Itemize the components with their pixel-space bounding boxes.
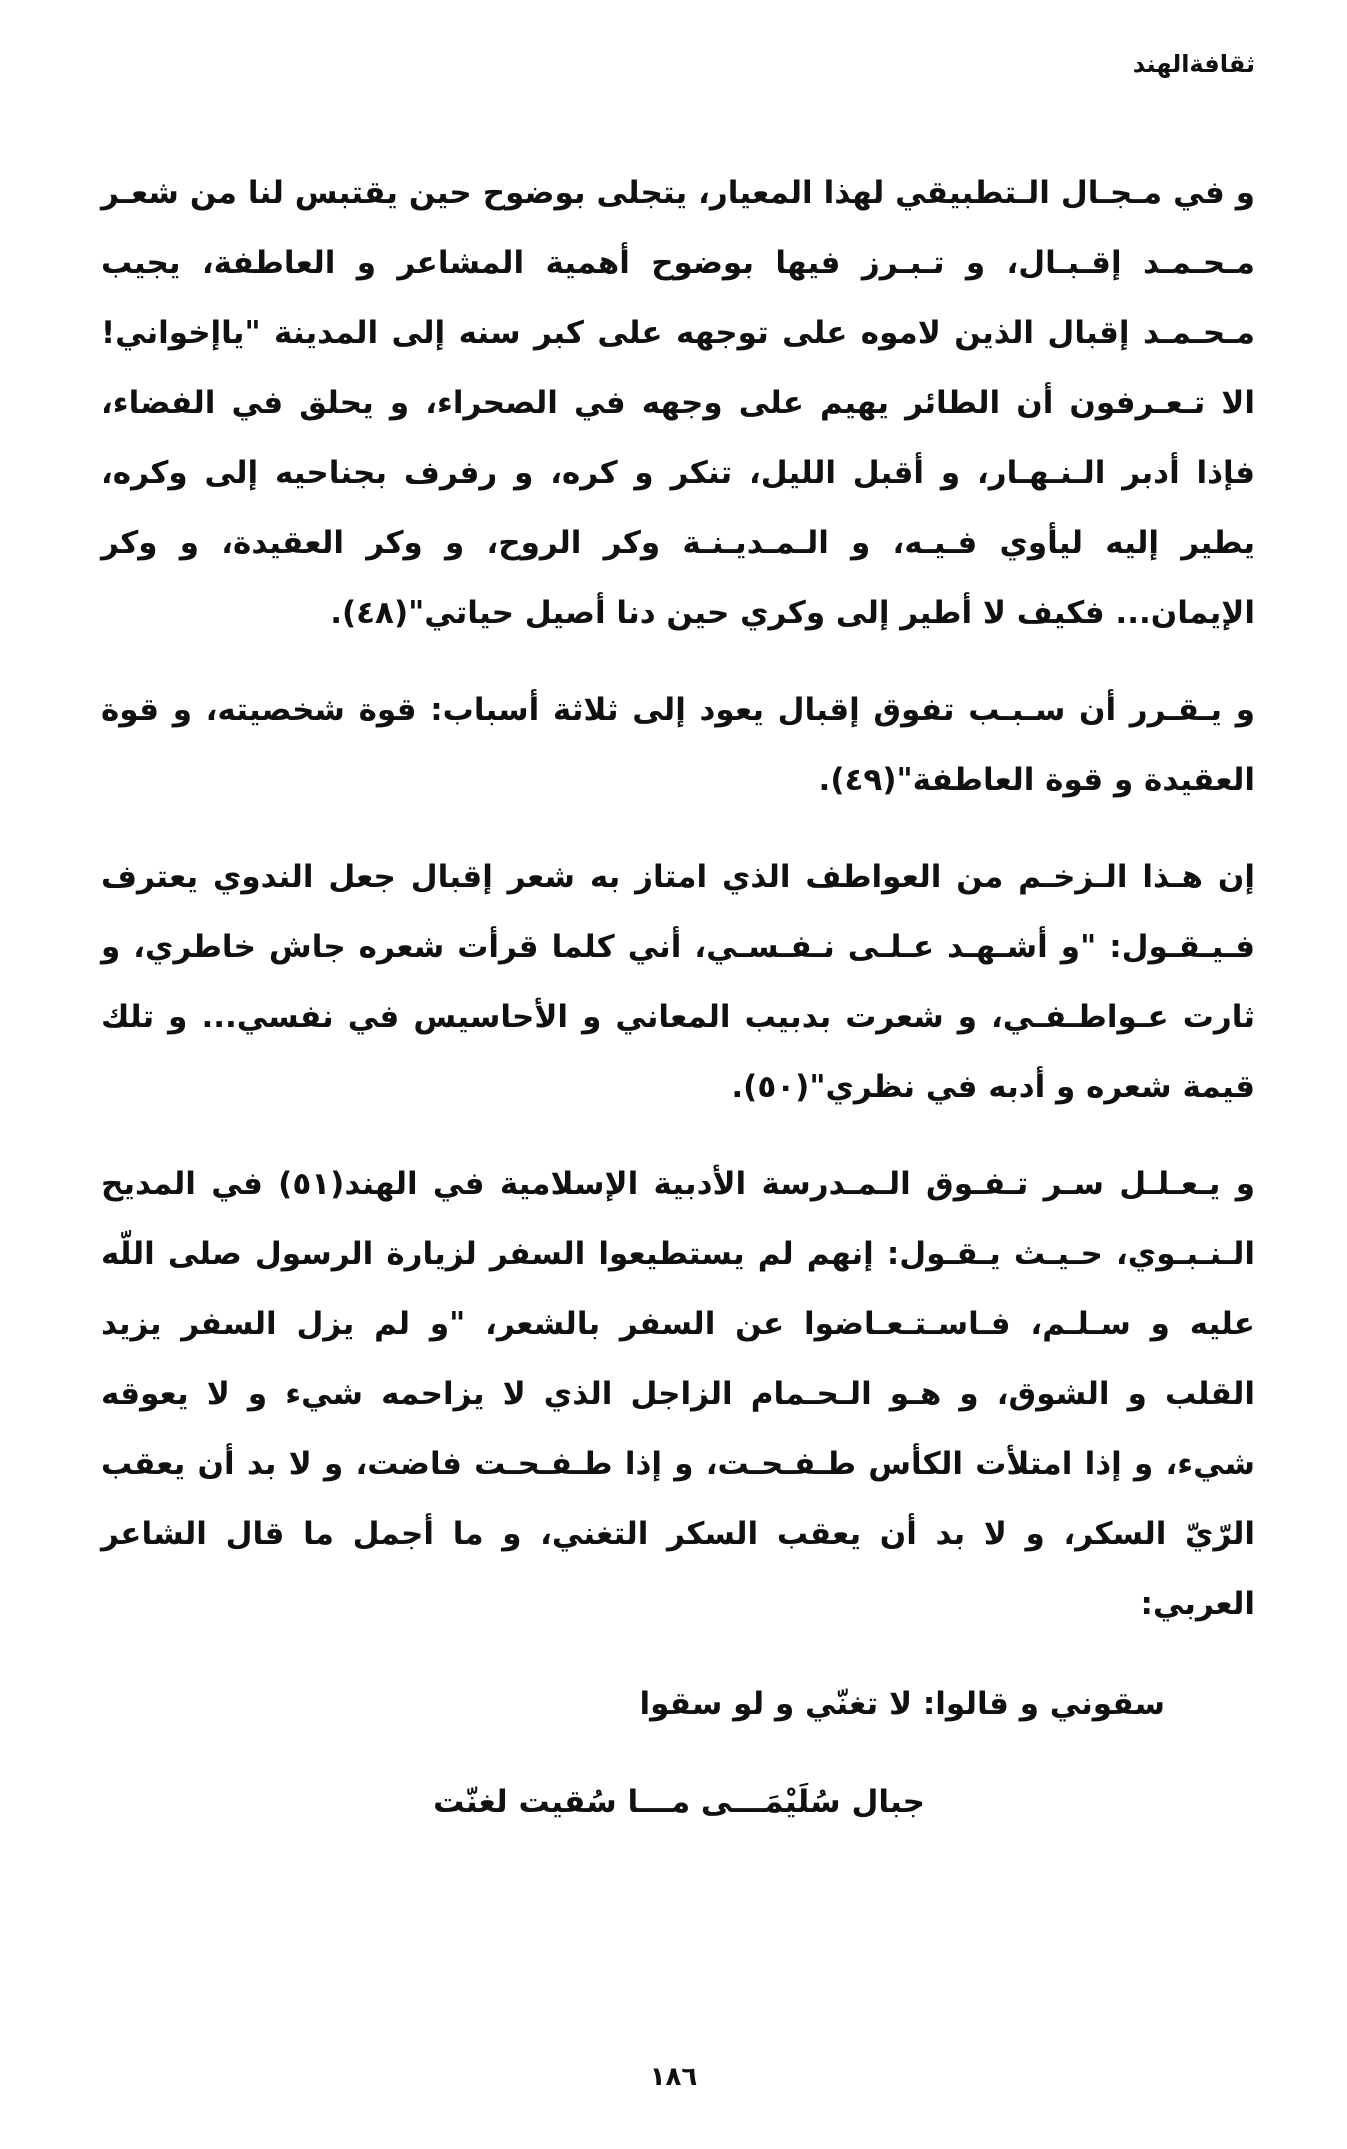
body-text [101,158,1255,1837]
verse-line-1: سقوني و قالوا: لا تغنّي و لو سقوا [639,1686,1165,1722]
paragraph-1: و في مـجـال الـتطبيقي لهذا المعيار، يتجلى بوضوح حين يقتبس لنا من شعـر مـحـمـد إقـبـال، و تـبـرز فيها بوضوح أهمية المشاعر و العاطفة، يجيب مـحـمـد إقبال الذين لاموه على توجهه على كبر سنه إلى المدينة "ياإخواني! الا تـعـرفون أن الطائر يهيم على وجهه في الصحراء، و يحلق في الفضاء، فإذا أدبر الـنـهـار، و أقبل الليل، تنكر و كره، و رفرف بجناحيه إلى وكره، يطير إليه ليأوي فـيـه، و الـمـديـنـة وكر الروح، و وكر العقيدة، و وكر الإيمان... فكيف لا أطير إلى وكري حين دنا أصيل حياتي"(٤٨). [101,175,1255,631]
page-number: ١٨٦ [649,2062,698,2092]
paragraph-3: إن هـذا الـزخـم من العواطف الذي امتاز به شعر إقبال جعل الندوي يعترف فـيـقـول: "و أشـهـد عـلـى نـفـسـي، أني كلما قرأت شعره جاش خاطري، و ثارت عـواطـفـي، و شعرت بدبيب المعاني و الأحاسيس في نفسي... و تلك قيمة شعره و أدبه في نظري"(٥٠). [101,859,1255,1105]
running-header: ثقافةالهند [1132,50,1255,78]
verse-line-2: جبال سُلَيْمَـــى مـــا سُقيت لغنّت [433,1784,925,1820]
paragraph-2: و يـقـرر أن سـبـب تفوق إقبال يعود إلى ثلاثة أسباب: قوة شخصيته، و قوة العقيدة و قوة العاطفة"(٤٩). [101,692,1255,798]
paragraph-4: و يـعـلـل سـر تـفـوق الـمـدرسة الأدبية الإسلامية في الهند(٥١) في المديح الـنـبـوي، حـيـث يـقـول: إنهم لم يستطيعوا السفر لزيارة الرسول صلى اللّه عليه و سـلـم، فـاسـتـعـاضوا عن السفر بالشعر، "و لم يزل السفر يزيد القلب و الشوق، و هـو الـحـمام الزاجل الذي لا يزاحمه شيء و لا يعوقه شيء، و إذا امتلأت الكأس طـفـحـت، و إذا طـفـحـت فاضت، و لا بد أن يعقب الرّيّ السكر، و لا بد أن يعقب السكر التغني، و ما أجمل ما قال الشاعر العربي: [101,1166,1255,1622]
poem-verse [101,1669,1255,1837]
